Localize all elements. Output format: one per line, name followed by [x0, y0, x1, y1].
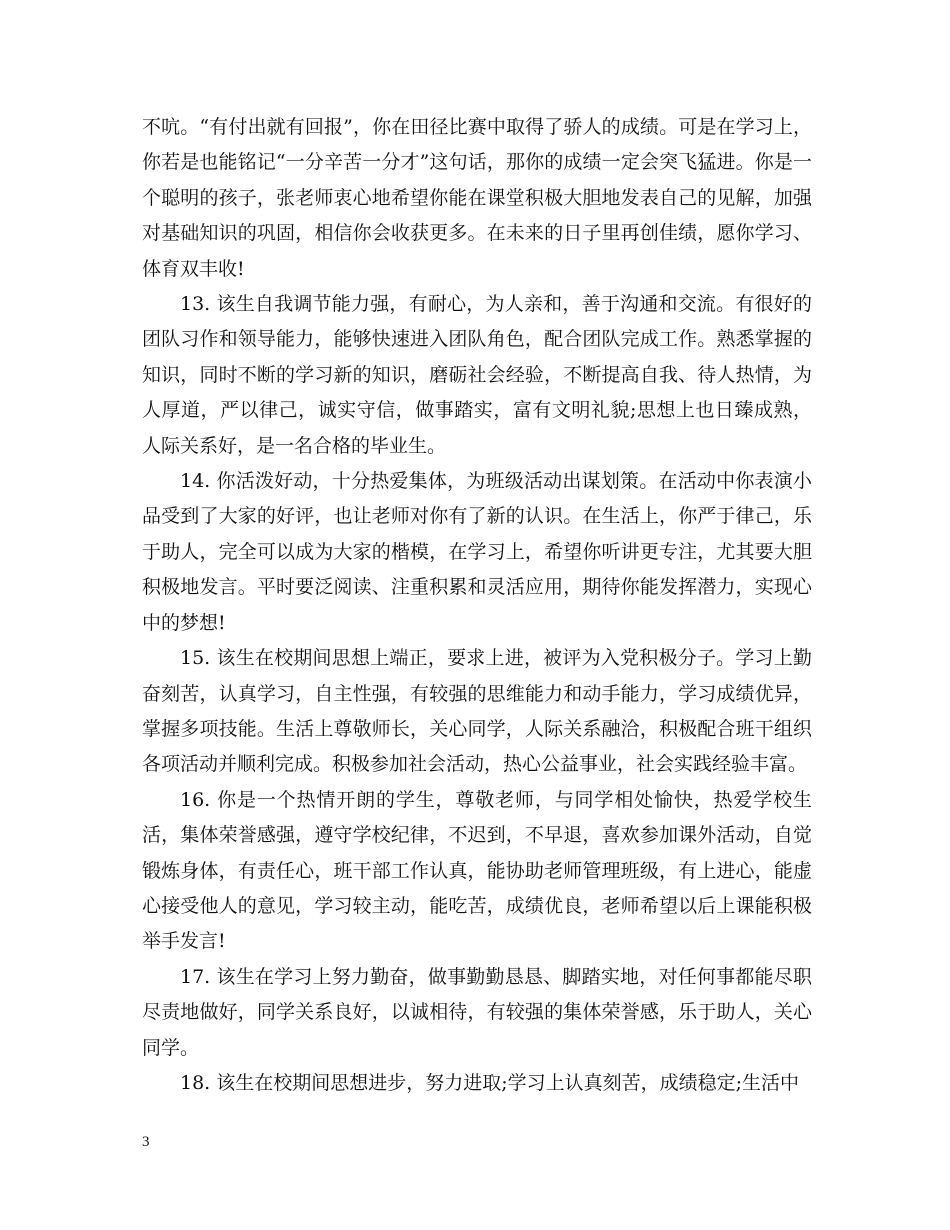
paragraph-18: 18. 该生在校期间思想进步，努力进取;学习上认真刻苦，成绩稳定;生活中 [180, 1071, 800, 1094]
paragraph-13: 13. 该生自我调节能力强，有耐心，为人亲和，善于沟通和交流。有很好的团队习作和领导能力，能够快速进入团队角色，配合团队完成工作。熟悉掌握的知识，同时不断的学习新的知识，磨砺社会经验，不断提高自我、待人热情，为人厚道，严以律己，诚实守信，做事踏实，富有文明礼貌;思想上也日臻成熟，人际关系好，是一名合格的毕业生。 [142, 293, 812, 457]
paragraph-15: 15. 该生在校期间思想上端正，要求上进，被评为入党积极分子。学习上勤奋刻苦，认真学习，自主性强，有较强的思维能力和动手能力，学习成绩优异，掌握多项技能。生活上尊敬师长，关心同学，人际关系融洽，积极配合班干组织各项活动并顺利完成。积极参加社会活动，热心公益事业，社会实践经验丰富。 [142, 647, 812, 776]
paragraph-continued: 不吭。“有付出就有回报”，你在田径比赛中取得了骄人的成绩。可是在学习上，你若是也能铭记“一分辛苦一分才”这句话，那你的成绩一定会突飞猛进。你是一个聪明的孩子，张老师衷心地希望你能在课堂积极大胆地发表自己的见解，加强对基础知识的巩固，相信你会收获更多。在未来的日子里再创佳绩，愿你学习、体育双丰收! [142, 116, 812, 280]
paragraph-17: 17. 该生在学习上努力勤奋，做事勤勤恳恳、脚踏实地，对任何事都能尽职尽责地做好，同学关系良好，以诚相待，有较强的集体荣誉感，乐于助人，关心同学。 [142, 965, 812, 1059]
page-number: 3 [142, 1134, 150, 1150]
paragraph-16: 16. 你是一个热情开朗的学生，尊敬老师，与同学相处愉快，热爱学校生活，集体荣誉感强，遵守学校纪律，不迟到，不早退，喜欢参加课外活动，自觉锻炼身体，有责任心，班干部工作认真，能协助老师管理班级，有上进心，能虚心接受他人的意见，学习较主动，能吃苦，成绩优良，老师希望以后上课能积极举手发言! [142, 788, 812, 953]
document-body [142, 110, 812, 1101]
paragraph-14: 14. 你活泼好动，十分热爱集体，为班级活动出谋划策。在活动中你表演小品受到了大家的好评，也让老师对你有了新的认识。在生活上，你严于律己，乐于助人，完全可以成为大家的楷模，在学习上，希望你听讲更专注，尤其要大胆积极地发言。平时要泛阅读、注重积累和灵活应用，期待你能发挥潜力，实现心中的梦想! [142, 470, 812, 634]
